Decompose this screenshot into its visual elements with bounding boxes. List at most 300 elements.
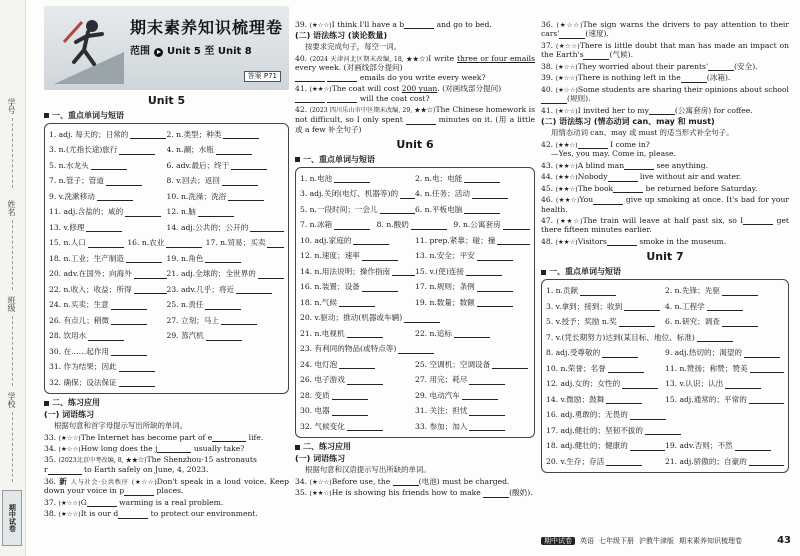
section-heading: 一、重点单词与短语 xyxy=(44,111,289,121)
answer-blank[interactable] xyxy=(97,193,133,201)
answer-blank[interactable] xyxy=(593,197,623,205)
vocab-item: 23. 有利同的物品(或特点等) xyxy=(300,344,530,353)
vocab-item: 17. n.规则；条例 xyxy=(415,282,530,291)
question-37: 37. (★☆☆)There is little doubt that man has made an impact on the Earth's (气候). xyxy=(541,40,789,60)
answer-blank[interactable] xyxy=(472,191,508,199)
answer-blank[interactable] xyxy=(124,488,154,496)
answer-blank[interactable] xyxy=(327,95,357,103)
runner-illustration-icon xyxy=(54,12,124,84)
vocab-row xyxy=(546,454,784,470)
vocab-item: 1. n.电池 xyxy=(300,174,415,183)
student-id-label: 学号 xyxy=(7,98,16,114)
answer-blank[interactable] xyxy=(645,427,681,435)
answer-blank[interactable] xyxy=(212,434,246,442)
vocab-item: 21. n.电视机 xyxy=(300,329,415,338)
unit-heading: Unit 5 xyxy=(147,94,186,107)
answer-blank[interactable] xyxy=(87,499,117,507)
question-35: 35. (2023北京中考改编, 8, ★★☆)The Shenzhou-15 astronauts r to Earth safely on June, 4, 2023. xyxy=(44,455,257,475)
answer-blank[interactable] xyxy=(630,443,665,451)
vocab-item: 4. n.涮；水瓶 xyxy=(167,145,285,154)
vocab-box xyxy=(541,279,789,473)
vocab-row xyxy=(300,310,530,326)
answer-blank[interactable] xyxy=(228,193,264,201)
answer-blank[interactable] xyxy=(541,96,567,104)
instruction: 用情态动词 can、may 或 must 的适当形式补全句子。 xyxy=(551,128,734,138)
answer-blank[interactable] xyxy=(606,396,642,404)
answer-blank[interactable] xyxy=(607,238,637,246)
answer-blank[interactable] xyxy=(649,107,675,115)
vocab-item: 2. n.先锋；先驱 xyxy=(665,286,784,295)
vocab-item: 7. n.管子；管道 xyxy=(49,176,167,185)
footer-edition: 沪教牛津版 xyxy=(639,536,674,545)
school-label: 学校 xyxy=(7,392,16,408)
answer-blank[interactable] xyxy=(477,284,513,292)
page-number: 43 xyxy=(777,534,791,546)
answer-blank[interactable] xyxy=(722,288,758,296)
answer-blank[interactable] xyxy=(602,350,638,358)
answer-blank[interactable] xyxy=(749,396,784,404)
vocab-row xyxy=(49,173,284,189)
vocab-item: 12. n.速度；速率 xyxy=(300,251,415,260)
answer-blank[interactable] xyxy=(580,288,616,296)
answer-blank[interactable] xyxy=(462,392,498,400)
vocab-row xyxy=(49,328,284,344)
answer-blank[interactable] xyxy=(205,255,241,263)
subsection-heading: (一) 词语练习 xyxy=(295,454,346,464)
vocab-row xyxy=(300,326,530,342)
section-heading: 一、重点单词与短语 xyxy=(295,155,535,165)
answer-blank[interactable] xyxy=(339,299,375,307)
section-heading: 二、练习应用 xyxy=(295,442,535,452)
answer-blank[interactable] xyxy=(258,271,284,279)
vocab-row xyxy=(300,357,530,373)
answer-blank[interactable] xyxy=(398,346,434,354)
vocab-row xyxy=(546,392,784,408)
answer-blank[interactable] xyxy=(469,423,505,431)
answer-blank[interactable] xyxy=(347,377,383,385)
answer-blank[interactable] xyxy=(681,75,707,83)
vocab-item: 30. 在……起作用 xyxy=(49,347,284,356)
vocab-item: 4. n.工程学 xyxy=(665,302,784,311)
answer-blank[interactable] xyxy=(559,31,585,39)
question-46: 46. (★★☆)You give up smoking at once. It's bad for your health. xyxy=(541,195,789,214)
vocab-row xyxy=(300,233,530,249)
vocab-item: 17. adj.健壮的；坚韧不拔的 xyxy=(546,426,784,435)
answer-blank[interactable] xyxy=(404,21,434,29)
answer-blank[interactable] xyxy=(743,217,773,225)
instruction: 按要求完成句子，每空一词。 xyxy=(305,42,402,52)
answer-blank[interactable] xyxy=(362,284,398,292)
answer-blank[interactable] xyxy=(619,319,655,327)
question-40: 40. (2024 天津河北区期末改编, 18, ★★☆)I write three or four emails every week. (对画线部分提问) emails do you write every week? xyxy=(295,53,535,82)
question-41: 41. (★★☆)The coat will cost 200 yuan. (对画线部分提问) will the coat cost? xyxy=(295,84,502,103)
subsection-heading: (二) 语法练习 (谈论数量) xyxy=(295,31,388,41)
answer-blank[interactable] xyxy=(469,408,505,416)
answer-blank[interactable] xyxy=(111,348,147,356)
vocab-row xyxy=(49,282,284,298)
answer-blank[interactable] xyxy=(624,162,654,170)
vocab-item: 19. n.角色 xyxy=(167,254,285,263)
answer-blank[interactable] xyxy=(267,240,284,248)
vocab-item: 6. adv.最后；终于 xyxy=(167,161,285,170)
vocab-item: 7. n.冰箱 xyxy=(300,220,377,229)
class-label: 班级 xyxy=(7,296,16,312)
vocab-item: 32. 气候变化 xyxy=(300,422,415,431)
answer-blank[interactable] xyxy=(332,392,368,400)
vocab-item: 8. adj.受尊敬的 xyxy=(546,348,665,357)
answer-blank[interactable] xyxy=(157,445,191,453)
vocab-row xyxy=(546,423,784,439)
question-41: 41. (★☆☆)I invited her to my (公寓套房) for coffee. xyxy=(541,105,753,115)
vocab-item: 12. n.脑 xyxy=(167,207,285,216)
vocab-item: 20. adv.在国外；向海外 xyxy=(49,269,167,278)
vocab-item: 31. 关注；担忧 xyxy=(415,406,530,415)
vocab-item: 3. adj.关闭(电灯、机器等)的 xyxy=(300,189,415,198)
vocab-item: 16. adj.勇敢的；无畏的 xyxy=(546,410,784,419)
vocab-row xyxy=(49,204,284,220)
vocab-row xyxy=(546,314,784,330)
vocab-item: 22. n.追标 xyxy=(415,329,530,338)
vocab-box xyxy=(295,167,535,439)
vocab-item: 28. 饮用水 xyxy=(49,331,167,340)
vocab-item: 1. n.贡献 xyxy=(546,286,665,295)
vocab-item: 29. 电动汽车 xyxy=(415,391,530,400)
vocab-item: 19. adv.否则；不然 xyxy=(665,441,784,450)
vocab-item: 11. prep.紧靠；碰；撞 xyxy=(415,236,530,245)
unit-range: 范围 Unit 5 至 Unit 8 xyxy=(130,46,252,57)
vocab-item: 3. v.拿到；接到；收到 xyxy=(546,302,665,311)
answer-blank[interactable] xyxy=(406,117,436,125)
vocab-item: 4. n.任务；活动 xyxy=(415,189,530,198)
vocab-item: 22. n.收入；收益；所得 xyxy=(49,285,167,294)
vocab-row xyxy=(300,248,530,264)
answer-blank[interactable] xyxy=(477,253,513,261)
vocab-item: 31. 作为结果；因此 xyxy=(49,362,284,371)
vocab-row xyxy=(546,376,784,392)
answer-blank[interactable] xyxy=(198,209,234,217)
vocab-item: 16. n.装置；设备 xyxy=(300,282,415,291)
vocab-row xyxy=(546,407,784,423)
vocab-item: 17. n.贸易；买卖 xyxy=(206,238,284,247)
vocab-row xyxy=(300,217,530,233)
answer-blank[interactable] xyxy=(118,511,148,519)
column-2 xyxy=(295,0,535,500)
vocab-item: 9. v.洗漱移动 xyxy=(49,192,167,201)
vocab-row xyxy=(300,295,530,311)
answer-blank[interactable] xyxy=(236,286,272,294)
vocab-row xyxy=(546,330,784,346)
answer-blank[interactable] xyxy=(221,317,257,325)
question-34: 34. (★☆☆)Before use, the (电池) must be charged. xyxy=(295,476,510,486)
vocab-row xyxy=(300,372,530,388)
question-42: 42. (★★☆) I come in? —Yes, you may. Come in, please. xyxy=(541,139,676,159)
answer-blank[interactable] xyxy=(393,478,419,486)
vocab-row xyxy=(300,186,530,202)
answer-blank[interactable] xyxy=(250,224,284,232)
vocab-item: 28. 变质 xyxy=(300,391,415,400)
vocab-item: 8. v.回去；返回 xyxy=(167,176,285,185)
answer-blank[interactable] xyxy=(469,377,505,385)
vocab-row xyxy=(300,202,530,218)
answer-blank[interactable] xyxy=(111,302,147,310)
play-icon xyxy=(154,48,163,57)
vocab-item: 23. adv.几乎；将近 xyxy=(167,285,285,294)
answer-blank[interactable] xyxy=(332,408,368,416)
answer-blank[interactable] xyxy=(492,361,528,369)
vocab-item: 2. n.电；电能 xyxy=(415,174,530,183)
vocab-item: 29. 蒸汽机 xyxy=(167,331,285,340)
vocab-item: 33. 参加；加入 xyxy=(415,422,530,431)
vocab-item: 10. n.洗澡；洗浴 xyxy=(167,192,285,201)
answer-blank[interactable] xyxy=(347,423,383,431)
vocab-row xyxy=(49,266,284,282)
vocab-row xyxy=(49,127,284,143)
vocab-row xyxy=(49,344,284,360)
vocab-item: 27. 立刻；马上 xyxy=(167,316,285,325)
question-48: 48. (★★☆)Visitors smoke in the museum. xyxy=(541,236,727,246)
answer-blank[interactable] xyxy=(622,381,658,389)
vocab-item: 21. adj.全球的；全世界的 xyxy=(167,269,285,278)
answer-blank[interactable] xyxy=(708,63,734,71)
vocab-item: 13. n.安全；平安 xyxy=(415,251,530,260)
answer-blank[interactable] xyxy=(608,174,638,182)
vocab-row xyxy=(300,279,530,295)
question-38: 38. (★☆☆)It is our d to protect our environment. xyxy=(44,509,258,519)
question-33: 33. (★☆☆)The Internet has become part of e life. xyxy=(44,432,264,442)
vocab-row xyxy=(49,142,284,158)
answer-blank[interactable] xyxy=(295,74,325,82)
answer-blank[interactable] xyxy=(697,334,733,342)
vocab-row xyxy=(49,158,284,174)
vocab-item: 13. v.认识；认出 xyxy=(665,379,784,388)
answer-blank[interactable] xyxy=(464,175,500,183)
answer-blank[interactable] xyxy=(624,303,660,311)
vocab-item: 7. v.(凭长期努力)达到(某目标、地位、标准) xyxy=(546,333,784,342)
answer-blank[interactable] xyxy=(744,350,780,358)
column-1 xyxy=(44,0,289,521)
answer-blank[interactable] xyxy=(327,74,357,82)
vocab-item: 18. n.工业；生产制造 xyxy=(49,254,167,263)
vocab-item: 24. 电灯泡 xyxy=(300,360,415,369)
answer-blank[interactable] xyxy=(119,147,155,155)
vocab-item: 6. n.平板电脑 xyxy=(415,205,530,214)
answer-blank[interactable] xyxy=(606,458,642,466)
answer-blank[interactable] xyxy=(216,147,252,155)
answer-blank[interactable] xyxy=(119,364,155,372)
vocab-item: 8. n.酸奶 xyxy=(377,220,454,229)
vocab-row xyxy=(49,297,284,313)
vocab-item: 18. n.气候 xyxy=(300,298,415,307)
answer-blank[interactable] xyxy=(400,191,415,199)
vocab-item: 15. n.人口 xyxy=(49,238,127,247)
answer-blank[interactable] xyxy=(91,162,127,170)
vocab-item: 12. adj.女的；女性的 xyxy=(546,379,665,388)
vocab-item: 15. adj.通常的；平常的 xyxy=(665,395,784,404)
question-36: 36. (★☆☆)The sign warns the drivers to pay attention to their cars' (速度). xyxy=(541,20,789,39)
vocab-row xyxy=(49,359,284,375)
page-title: 期末素养知识梳理卷 xyxy=(130,18,284,37)
answer-blank[interactable] xyxy=(334,175,370,183)
vocab-row xyxy=(49,235,284,251)
vocab-item: 5. v.授予；奖励 n.奖 xyxy=(546,317,665,326)
answer-blank[interactable] xyxy=(119,379,155,387)
question-44: 44. (★★☆)Nobody live without air and water. xyxy=(541,172,742,182)
answer-blank[interactable] xyxy=(583,52,609,60)
answer-blank[interactable] xyxy=(725,381,761,389)
answer-blank[interactable] xyxy=(722,319,758,327)
answer-blank[interactable] xyxy=(347,330,383,338)
vocab-item: 2. n.类型；种类 xyxy=(167,130,285,139)
vocab-item: 5. n.水龙头 xyxy=(49,161,167,170)
footer-grade: 七年级下册 xyxy=(599,536,634,545)
vocab-item: 11. adj.含盐的；咸的 xyxy=(49,207,167,216)
vocab-item: 9. adj.热切的；渴望的 xyxy=(665,348,784,357)
vocab-item: 26. 有点儿；稍微 xyxy=(49,316,167,325)
vocab-item: 1. adj. 每天的；日常的 xyxy=(49,130,167,139)
question-35: 35. (★★☆)He is showing his friends how to make (酸奶). xyxy=(295,488,533,498)
answer-blank[interactable] xyxy=(749,458,784,466)
vocab-row xyxy=(546,345,784,361)
answer-blank[interactable] xyxy=(464,206,500,214)
answer-blank[interactable] xyxy=(380,206,415,214)
answer-blank[interactable] xyxy=(205,302,241,310)
answer-blank[interactable] xyxy=(353,237,389,245)
section-heading: 一、重点单词与短语 xyxy=(541,267,789,277)
instruction: 根据句意和首字母提示写出所缺的单词。 xyxy=(54,421,188,431)
answer-blank[interactable] xyxy=(48,467,82,475)
answer-blank[interactable] xyxy=(106,178,142,186)
vocab-item: 18. adj.健壮的；健康的 xyxy=(546,441,665,450)
answer-blank[interactable] xyxy=(466,268,502,276)
column-3 xyxy=(541,0,789,473)
answer-blank[interactable] xyxy=(630,412,666,420)
vocab-item: 20. v.驱动；推动(机器或车辆) xyxy=(300,313,530,322)
answer-blank[interactable] xyxy=(392,268,415,276)
vocab-item: 5. n.一段时间；一会儿 xyxy=(300,205,415,214)
answer-blank[interactable] xyxy=(88,240,124,248)
binding-edge xyxy=(0,0,26,556)
vocab-item: 32. 确保；设法保证 xyxy=(49,378,284,387)
vocab-row xyxy=(300,403,530,419)
vocab-item: 25. 空调机；空调设备 xyxy=(415,360,530,369)
answer-blank[interactable] xyxy=(166,240,202,248)
vocab-item: 21. adj.骄傲的；自豪的 xyxy=(665,457,784,466)
vocab-item: 13. v.修理 xyxy=(49,223,167,232)
answer-blank[interactable] xyxy=(231,162,267,170)
answer-blank[interactable] xyxy=(411,222,447,230)
answer-blank[interactable] xyxy=(126,255,162,263)
unit-heading: Unit 7 xyxy=(646,250,684,264)
footer-title: 期末素养知识梳理卷 xyxy=(679,536,742,545)
answer-blank[interactable] xyxy=(477,299,513,307)
question-36: 36. 新 人与社会·公共秩序 (★☆☆)Don't speak in a loud voice. Keep down your voice in p places. xyxy=(44,476,289,496)
vocab-item: 30. 电器 xyxy=(300,406,415,415)
vocab-item: 19. n.数量；数额 xyxy=(415,298,530,307)
vocab-item: 20. v.生存；存活 xyxy=(546,457,665,466)
question-39: 39. (★☆☆)There is nothing left in the (冰箱). xyxy=(541,73,731,83)
footer-subject: 英语 xyxy=(580,536,594,545)
answer-blank[interactable] xyxy=(750,365,784,373)
vocab-item: 9. n.公寓套房 xyxy=(453,220,530,229)
vocab-item: 10. n.荣誉；名誉 xyxy=(546,364,665,373)
question-40: 40. (★☆☆)Some students are sharing their opinions about school(规则). xyxy=(541,84,789,104)
answer-blank[interactable] xyxy=(483,490,509,498)
vocab-box xyxy=(44,123,289,395)
answer-blank[interactable] xyxy=(503,222,530,230)
answer-blank[interactable] xyxy=(578,141,608,149)
publisher-logo: 期中试卷 xyxy=(2,490,22,546)
answer-blank[interactable] xyxy=(707,303,743,311)
question-38: 38. (★☆☆)They worried about their parents' (安全). xyxy=(541,61,758,71)
vocab-item: 14. v.微励；鼓舞 xyxy=(546,395,665,404)
answer-blank[interactable] xyxy=(404,315,440,323)
subsection-heading: (二) 语法练习 (情态动词 can、may 和 must) xyxy=(541,117,715,127)
vocab-item: 27. 用完；耗尽 xyxy=(415,375,530,384)
answer-blank[interactable] xyxy=(608,365,644,373)
vocab-item: 3. n.(尤指长途)旅行 xyxy=(49,145,167,154)
question-39: 39. (★☆☆)I think I'll have a b and go to bed. xyxy=(295,20,492,29)
answer-blank[interactable] xyxy=(206,333,242,341)
answer-blank[interactable] xyxy=(362,253,398,261)
vocab-row xyxy=(300,419,530,435)
answer-blank[interactable] xyxy=(134,271,167,279)
footer-tag: 期中试卷 xyxy=(541,537,575,546)
answer-blank[interactable] xyxy=(111,317,147,325)
vocab-item: 14. n.用法说明；操作指南 xyxy=(300,267,415,276)
answer-blank[interactable] xyxy=(735,443,771,451)
vocab-item: 24. n.买卖；生意 xyxy=(49,300,167,309)
answer-blank[interactable] xyxy=(223,131,259,139)
answer-blank[interactable] xyxy=(339,361,375,369)
answer-blank[interactable] xyxy=(130,131,166,139)
answer-blank[interactable] xyxy=(222,178,258,186)
page-footer xyxy=(541,534,791,548)
vocab-row xyxy=(300,264,530,280)
vocab-row xyxy=(49,189,284,205)
vocab-row xyxy=(300,171,530,187)
answer-blank[interactable] xyxy=(454,330,490,338)
subsection-heading: (一) 词语练习 xyxy=(44,410,95,420)
answer-blank[interactable] xyxy=(295,95,325,103)
vocab-item: 25. n.责任 xyxy=(167,300,285,309)
answer-reference: 答案 P71 xyxy=(244,71,281,82)
vocab-item: 26. 电子游戏 xyxy=(300,375,415,384)
instruction: 根据句意和汉语提示写出所缺的单词。 xyxy=(305,465,431,475)
question-34: 34. (★☆☆)How long does the j usually take? xyxy=(44,443,245,453)
answer-blank[interactable] xyxy=(613,185,643,193)
title-banner xyxy=(44,6,289,90)
question-43: 43. (★★☆)A blind man see anything. xyxy=(541,160,709,170)
answer-blank[interactable] xyxy=(134,286,167,294)
vocab-row xyxy=(300,388,530,404)
vocab-row xyxy=(49,313,284,329)
name-label: 姓名 xyxy=(7,200,16,216)
question-37: 37. (★☆☆)G warming is a real problem. xyxy=(44,497,224,507)
question-42: 42. (2023 四川乐山市中区期末改编, 29, ★★☆)The Chinese homework is not difficult, so I only spent minutes on it. (用 a little 或 a few 补全句子) xyxy=(295,105,535,134)
unit-heading: Unit 6 xyxy=(396,138,434,152)
vocab-row xyxy=(546,283,784,299)
vocab-item: 6. n.研究；调查 xyxy=(665,317,784,326)
vocab-item: 15. v.(使)连接 xyxy=(415,267,530,276)
answer-blank[interactable] xyxy=(497,237,530,245)
answer-blank[interactable] xyxy=(125,209,161,217)
vocab-row xyxy=(49,251,284,267)
vocab-row xyxy=(300,341,530,357)
answer-blank[interactable] xyxy=(88,333,124,341)
answer-blank[interactable] xyxy=(334,222,370,230)
question-45: 45. (★★☆)The book be returned before Saturday. xyxy=(541,183,758,193)
answer-blank[interactable] xyxy=(86,224,122,232)
